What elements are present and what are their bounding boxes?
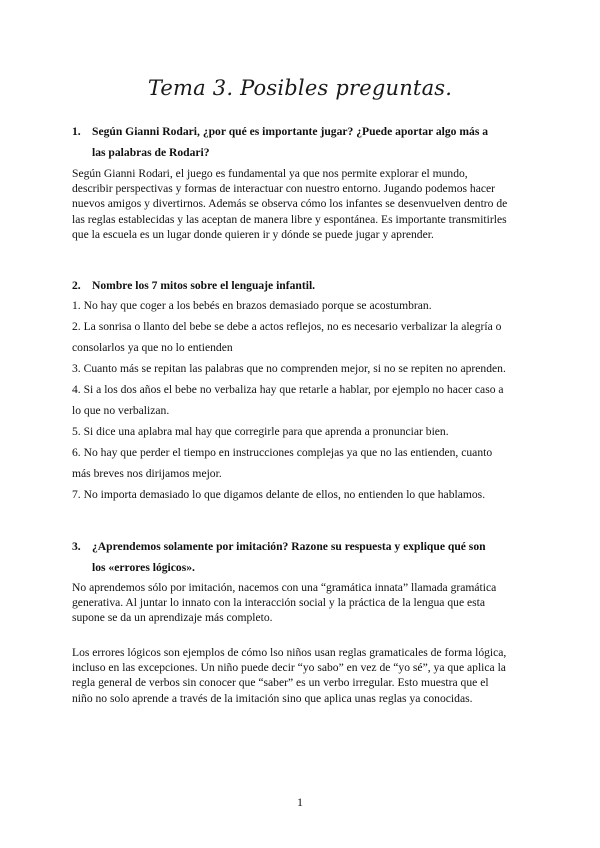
page-number: 1	[297, 795, 303, 809]
myths-list	[72, 295, 542, 505]
question-line: Nombre los 7 mitos sobre el lenguaje infantil.	[92, 279, 316, 292]
question-line: ¿Aprendemos solamente por imitación? Razone su respuesta y explique qué son	[92, 540, 486, 553]
list-item: más breves nos dirijamos mejor.	[72, 467, 222, 480]
answer-line: Los errores lógicos son ejemplos de cómo lso niños usan reglas gramaticales de forma lógica,	[72, 646, 507, 659]
list-item: 4. Si a los dos años el bebe no verbaliza hay que retarle a hablar, por ejemplo no hacer caso a	[72, 383, 504, 396]
page-title: Tema 3. Posibles preguntas.	[147, 76, 453, 100]
answer-line: incluso en las excepciones. Un niño puede decir “yo sabo” en vez de “yo sé”, ya que aplica la	[72, 661, 506, 675]
question-3	[72, 536, 542, 578]
answer-line: No aprendemos sólo por imitación, nacemos con una “gramática innata” llamada gramática	[72, 581, 497, 594]
list-item: lo que no verbalizan.	[72, 404, 170, 417]
list-item: consolarlos ya que no lo entienden	[72, 341, 233, 354]
answer-line: describir perspectivas y formas de interactuar con nuestro entorno. Jugando podemos hacer	[72, 182, 496, 196]
question-number: 2.	[72, 279, 81, 292]
list-item: 2. La sonrisa o llanto del bebe se debe a actos reflejos, no es necesario verbalizar la alegría o	[72, 320, 502, 333]
question-line: Según Gianni Rodari, ¿por qué es importante jugar? ¿Puede aportar algo más a	[92, 125, 489, 138]
question-1	[72, 121, 542, 163]
list-item: 6. No hay que perder el tiempo en instrucciones complejas ya que no las entienden, cuanto	[72, 446, 493, 459]
question-number: 1.	[72, 125, 81, 138]
list-item: 7. No importa demasiado lo que digamos delante de ellos, no entienden lo que hablamos.	[72, 488, 486, 501]
question-line: los «errores lógicos».	[92, 561, 195, 574]
list-item: 5. Si dice una aplabra mal hay que corregirle para que aprenda a pronunciar bien.	[72, 425, 449, 438]
question-number: 3.	[72, 540, 81, 553]
question-line: las palabras de Rodari?	[92, 146, 210, 159]
answer-3-part-2	[72, 645, 542, 706]
answer-1	[72, 166, 542, 242]
answer-line: generativa. Al juntar lo innato con la interacción social y la práctica de la lengua que esta	[72, 596, 486, 610]
answer-line: supone se da un aprendizaje más completo.	[72, 611, 273, 625]
answer-line: Según Gianni Rodari, el juego es fundamental ya que nos permite explorar el mundo,	[72, 167, 468, 180]
answer-line: regla general de verbos sin conocer que “saber” es un verbo irregular. Esto muestra que el	[72, 676, 489, 690]
answer-line: niño no solo aprende a través de la imitación sino que aplica unas reglas ya conocidas.	[72, 691, 473, 705]
answer-line: las reglas establecidas y las aceptan de manera libre y espontánea. Es importante transmitirles	[72, 212, 507, 226]
list-item: 1. No hay que coger a los bebés en brazos demasiado porque se acostumbran.	[72, 299, 432, 312]
answer-line: nuevos amigos y divertirnos. Además se observa cómo los infantes se desenvuelven dentro de	[72, 197, 508, 211]
question-2	[72, 275, 542, 296]
answer-3-part-1	[72, 580, 542, 626]
list-item: 3. Cuanto más se repitan las palabras que no comprenden mejor, si no se repiten no aprenden.	[72, 362, 506, 375]
answer-line: que la escuela es un lugar donde quieren ir y dónde se puede jugar y aprender.	[72, 227, 434, 241]
